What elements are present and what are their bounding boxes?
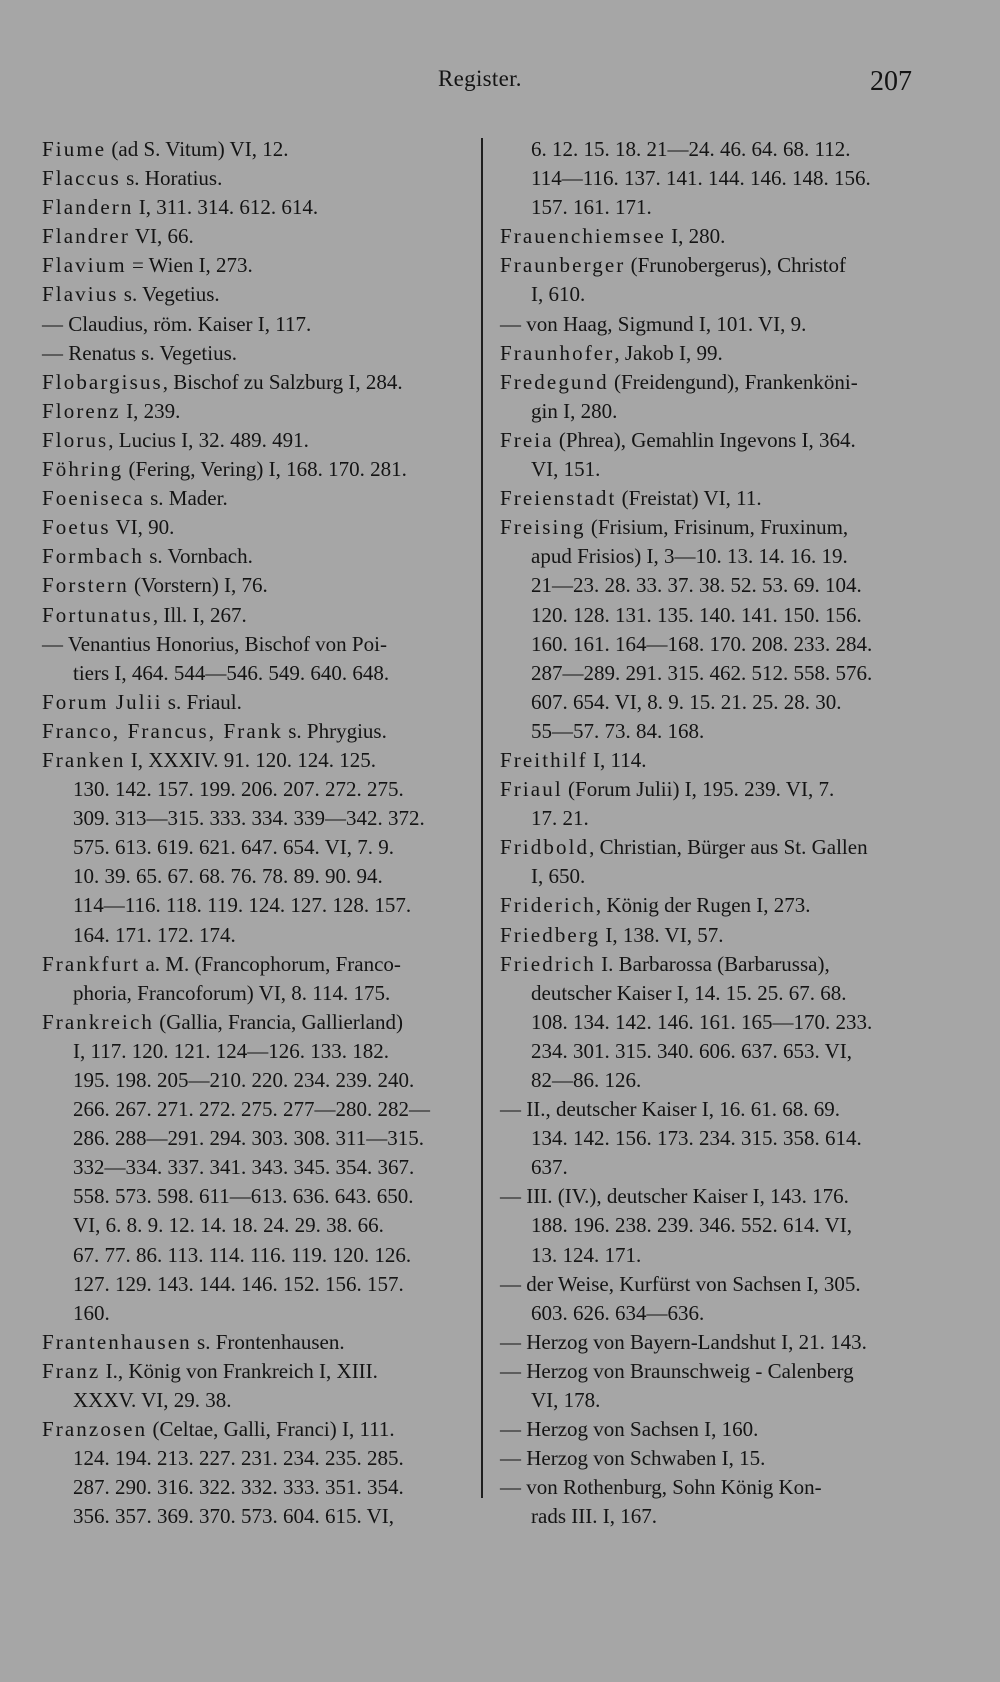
index-line [42, 339, 462, 368]
index-line [42, 1444, 462, 1473]
index-line [42, 1357, 462, 1386]
index-text: 21—23. 28. 33. 37. 38. 52. 53. 69. 104. [531, 573, 862, 598]
page-number: 207 [870, 66, 912, 97]
index-line [42, 775, 462, 804]
index-text: 287—289. 291. 315. 462. 512. 558. 576. [531, 660, 873, 685]
index-text: 195. 198. 205—210. 220. 234. 239. 240. [73, 1068, 415, 1092]
index-text: — Renatus s. Vegetius. [42, 340, 238, 365]
index-line [42, 280, 462, 309]
index-text: I, 138. VI, 57. [600, 922, 724, 947]
index-line [500, 833, 925, 862]
index-headword: Frankfurt [42, 951, 141, 976]
index-line [42, 1386, 462, 1415]
index-line [500, 397, 925, 426]
index-text: 108. 134. 142. 146. 161. 165—170. 233. [531, 1009, 873, 1034]
index-text: (Vorstern) I, 76. [128, 573, 268, 598]
index-line [500, 630, 925, 659]
index-text: (Celtae, Galli, Franci) I, 111. [147, 1417, 395, 1442]
index-text: I, 311. 314. 612. 614. [133, 195, 319, 220]
index-line [500, 804, 925, 833]
index-line [500, 135, 925, 164]
index-headword: Forstern [42, 573, 129, 598]
index-line [500, 1415, 925, 1444]
index-text: VI, 6. 8. 9. 12. 14. 18. 24. 29. 38. 66. [73, 1213, 384, 1238]
index-headword: Fredegund [500, 369, 609, 394]
index-headword: Freising [500, 515, 586, 540]
index-text: I, 610. [531, 282, 586, 307]
index-text: rads III. I, 167. [531, 1504, 657, 1529]
index-text: — III. (IV.), deutscher Kaiser I, 143. 176. [500, 1184, 849, 1209]
index-headword: Friedrich [500, 951, 596, 976]
index-text: (Freistat) VI, 11. [616, 486, 762, 511]
index-line [500, 1270, 925, 1299]
index-headword: Formbach [42, 544, 144, 569]
index-line [500, 775, 925, 804]
index-headword: Fraunberger [500, 253, 626, 278]
index-text: = Wien I, 273. [126, 253, 253, 278]
index-text: s. Phrygius. [283, 718, 387, 743]
index-line [42, 1211, 462, 1240]
index-headword: Foetus [42, 515, 111, 540]
index-headword: Flobargisus [42, 369, 163, 394]
index-headword: Florenz [42, 398, 121, 423]
index-headword: Franz [42, 1358, 101, 1383]
index-line [500, 1299, 925, 1328]
index-line [500, 1095, 925, 1124]
index-line [500, 426, 925, 455]
index-text: — Herzog von Sachsen I, 160. [500, 1417, 759, 1442]
index-text: 637. [531, 1155, 568, 1180]
index-line [42, 717, 462, 746]
index-line [42, 1182, 462, 1211]
index-headword: Frankreich [42, 1009, 154, 1034]
index-text: 130. 142. 157. 199. 206. 207. 272. 275. [73, 777, 404, 802]
index-text: I, 280. [665, 224, 726, 249]
index-line [500, 1328, 925, 1357]
index-headword: Flaccus [42, 166, 121, 191]
index-line [500, 193, 925, 222]
index-line [42, 251, 462, 280]
index-headword: Franken [42, 747, 126, 772]
index-line [500, 1241, 925, 1270]
index-line [500, 310, 925, 339]
index-text: 55—57. 73. 84. 168. [531, 718, 705, 743]
index-line [42, 804, 462, 833]
index-text: 188. 196. 238. 239. 346. 552. 614. VI, [531, 1213, 853, 1238]
index-line [500, 891, 925, 920]
index-line [42, 1502, 462, 1531]
index-line [500, 542, 925, 571]
index-text: I. Barbarossa (Barbarussa), [595, 951, 830, 976]
index-text: VI, 90. [110, 515, 175, 540]
index-line [42, 542, 462, 571]
index-text: s. Horatius. [120, 166, 223, 191]
index-text: 558. 573. 598. 611—613. 636. 643. 650. [73, 1184, 414, 1209]
index-text: tiers I, 464. 544—546. 549. 640. 648. [73, 660, 390, 685]
index-line [500, 222, 925, 251]
running-head: Register. [438, 66, 522, 91]
index-line [42, 891, 462, 920]
index-line [500, 601, 925, 630]
index-line [42, 1095, 462, 1124]
index-text: 127. 129. 143. 144. 146. 152. 156. 157. [73, 1271, 404, 1296]
index-line [42, 950, 462, 979]
index-text: I, 239. [120, 398, 181, 423]
index-line [500, 950, 925, 979]
index-text: — Herzog von Bayern-Landshut I, 21. 143. [500, 1329, 867, 1354]
index-text: 6. 12. 15. 18. 21—24. 46. 64. 68. 112. [531, 137, 851, 161]
index-text: phoria, Francoforum) VI, 8. 114. 175. [73, 980, 391, 1005]
index-text: , König der Rugen I, 273. [595, 893, 811, 918]
index-line [42, 426, 462, 455]
index-line [42, 397, 462, 426]
index-text: 160. [73, 1300, 110, 1325]
index-column-left [42, 135, 462, 1532]
index-text: 134. 142. 156. 173. 234. 315. 358. 614. [531, 1126, 862, 1151]
index-headword: Flandrer [42, 224, 130, 249]
index-text: 266. 267. 271. 272. 275. 277—280. 282— [73, 1097, 430, 1122]
index-line [42, 1241, 462, 1270]
index-line [42, 862, 462, 891]
index-headword: Foeniseca [42, 486, 145, 511]
index-line [500, 1066, 925, 1095]
index-text: VI, 151. [531, 457, 601, 482]
index-text: — von Haag, Sigmund I, 101. VI, 9. [500, 311, 807, 336]
index-text: , Bischof zu Salzburg I, 284. [162, 369, 403, 394]
index-text: s. Friaul. [162, 689, 242, 714]
index-text: 603. 626. 634—636. [531, 1300, 705, 1325]
index-headword: Friaul [500, 777, 563, 802]
index-text: s. Vegetius. [118, 282, 220, 307]
index-text: 124. 194. 213. 227. 231. 234. 235. 285. [73, 1446, 404, 1471]
index-text: I, 117. 120. 121. 124—126. 133. 182. [73, 1038, 389, 1063]
index-text: 120. 128. 131. 135. 140. 141. 150. 156. [531, 602, 862, 627]
index-text: I, XXXIV. 91. 120. 124. 125. [125, 747, 376, 772]
index-line [500, 746, 925, 775]
index-text: s. Mader. [144, 486, 228, 511]
index-line [42, 1008, 462, 1037]
index-text: , Jakob I, 99. [614, 340, 723, 365]
index-text: (ad S. Vitum) VI, 12. [106, 137, 289, 161]
index-line [500, 455, 925, 484]
index-line [500, 1124, 925, 1153]
column-divider [481, 138, 483, 1498]
index-text: — II., deutscher Kaiser I, 16. 61. 68. 69. [500, 1097, 840, 1122]
index-text: VI, 66. [129, 224, 194, 249]
index-text: 575. 613. 619. 621. 647. 654. VI, 7. 9. [73, 835, 395, 860]
index-headword: Franzosen [42, 1417, 148, 1442]
index-text: 607. 654. VI, 8. 9. 15. 21. 25. 28. 30. [531, 689, 842, 714]
index-text: (Gallia, Francia, Gallierland) [153, 1009, 403, 1034]
index-text: 67. 77. 86. 113. 114. 116. 119. 120. 126. [73, 1242, 412, 1267]
index-line [42, 310, 462, 339]
index-text: apud Frisios) I, 3—10. 13. 14. 16. 19. [531, 544, 848, 569]
index-line [42, 513, 462, 542]
index-text: 332—334. 337. 341. 343. 345. 354. 367. [73, 1155, 415, 1180]
index-line [42, 979, 462, 1008]
index-text: VI, 178. [531, 1388, 601, 1413]
index-text: , Ill. I, 267. [152, 602, 247, 627]
index-line [42, 1066, 462, 1095]
index-text: , Christian, Bürger aus St. Gallen [589, 835, 868, 860]
index-line [42, 833, 462, 862]
index-text: XXXV. VI, 29. 38. [73, 1388, 232, 1413]
index-headword: Föhring [42, 457, 124, 482]
index-text: (Freidengund), Frankenköni- [608, 369, 858, 394]
index-line [42, 1415, 462, 1444]
index-text: 234. 301. 315. 340. 606. 637. 653. VI, [531, 1038, 853, 1063]
index-line [500, 1037, 925, 1066]
index-headword: Forum Julii [42, 689, 163, 714]
index-text: (Frunobergerus), Christof [625, 253, 847, 278]
index-line [500, 1357, 925, 1386]
index-line [42, 368, 462, 397]
index-text: 287. 290. 316. 322. 332. 333. 351. 354. [73, 1475, 404, 1500]
index-line [42, 746, 462, 775]
index-headword: Fortunatus [42, 602, 153, 627]
index-text: s. Frontenhausen. [191, 1329, 345, 1354]
index-headword: Frauenchiemsee [500, 224, 666, 249]
index-line [500, 484, 925, 513]
index-line [500, 368, 925, 397]
index-line [500, 659, 925, 688]
index-text: 114—116. 137. 141. 144. 146. 148. 156. [531, 166, 871, 191]
index-column-right [500, 135, 925, 1532]
index-headword: Flavius [42, 282, 119, 307]
index-headword: Fiume [42, 137, 107, 161]
index-headword: Freia [500, 427, 554, 452]
index-line [500, 1386, 925, 1415]
index-headword: Flavium [42, 253, 127, 278]
index-text: 114—116. 118. 119. 124. 127. 128. 157. [73, 893, 412, 918]
index-text: — Venantius Honorius, Bischof von Poi- [42, 631, 387, 656]
index-line [42, 921, 462, 950]
index-text: 164. 171. 172. 174. [73, 922, 236, 947]
index-line [42, 1153, 462, 1182]
index-line [42, 630, 462, 659]
index-line [42, 601, 462, 630]
index-line [500, 979, 925, 1008]
index-text: 82—86. 126. [531, 1068, 642, 1092]
index-line [500, 862, 925, 891]
index-line [42, 164, 462, 193]
index-text: 286. 288—291. 294. 303. 308. 311—315. [73, 1126, 424, 1151]
index-text: 10. 39. 65. 67. 68. 76. 78. 89. 90. 94. [73, 864, 383, 889]
index-text: deutscher Kaiser I, 14. 15. 25. 67. 68. [531, 980, 847, 1005]
index-line [500, 164, 925, 193]
index-line [500, 717, 925, 746]
index-text: s. Vornbach. [143, 544, 253, 569]
index-line [42, 193, 462, 222]
index-line [42, 484, 462, 513]
index-line [500, 1502, 925, 1531]
index-line [42, 135, 462, 164]
index-line [42, 688, 462, 717]
index-headword: Fraunhofer [500, 340, 615, 365]
index-text: — von Rothenburg, Sohn König Kon- [500, 1475, 822, 1500]
index-line [42, 1270, 462, 1299]
index-line [500, 1473, 925, 1502]
index-line [500, 688, 925, 717]
index-text: 13. 124. 171. [531, 1242, 642, 1267]
index-text: (Phrea), Gemahlin Ingevons I, 364. [553, 427, 856, 452]
index-line [42, 1299, 462, 1328]
index-line [42, 1124, 462, 1153]
index-line [500, 571, 925, 600]
index-text: 157. 161. 171. [531, 195, 652, 220]
index-line [500, 1008, 925, 1037]
index-headword: Friedberg [500, 922, 601, 947]
index-line [42, 571, 462, 600]
index-headword: Friderich [500, 893, 596, 918]
index-line [500, 1211, 925, 1240]
index-text: , Lucius I, 32. 489. 491. [108, 427, 309, 452]
index-line [500, 339, 925, 368]
index-line [42, 1328, 462, 1357]
index-line [500, 921, 925, 950]
index-line [42, 1473, 462, 1502]
index-line [42, 659, 462, 688]
index-text: — Claudius, röm. Kaiser I, 117. [42, 311, 312, 336]
index-text: I, 650. [531, 864, 586, 889]
index-text: (Forum Julii) I, 195. 239. VI, 7. [562, 777, 835, 802]
index-text: 17. 21. [531, 806, 589, 831]
index-line [500, 1182, 925, 1211]
index-text: gin I, 280. [531, 398, 618, 423]
index-headword: Fridbold [500, 835, 590, 860]
index-line [500, 251, 925, 280]
index-text: I., König von Frankreich I, XIII. [100, 1358, 378, 1383]
index-line [500, 1444, 925, 1473]
index-text: — Herzog von Schwaben I, 15. [500, 1446, 766, 1471]
index-line [500, 280, 925, 309]
index-text: I, 114. [587, 747, 647, 772]
index-text: (Fering, Vering) I, 168. 170. 281. [123, 457, 407, 482]
index-text: 309. 313—315. 333. 334. 339—342. 372. [73, 806, 425, 831]
index-headword: Florus [42, 427, 109, 452]
index-line [42, 455, 462, 484]
index-headword: Franco, Francus, Frank [42, 718, 283, 743]
index-text: (Frisium, Frisinum, Fruxinum, [585, 515, 849, 540]
index-headword: Flandern [42, 195, 134, 220]
index-text: — der Weise, Kurfürst von Sachsen I, 305. [500, 1271, 861, 1296]
index-text: 160. 161. 164—168. 170. 208. 233. 284. [531, 631, 873, 656]
index-line [42, 1037, 462, 1066]
index-line [500, 513, 925, 542]
index-headword: Freithilf [500, 747, 588, 772]
index-headword: Frantenhausen [42, 1329, 192, 1354]
index-text: 356. 357. 369. 370. 573. 604. 615. VI, [73, 1504, 395, 1529]
index-headword: Freienstadt [500, 486, 617, 511]
index-line [42, 222, 462, 251]
index-text: — Herzog von Braunschweig - Calenberg [500, 1358, 854, 1383]
index-text: a. M. (Francophorum, Franco- [140, 951, 401, 976]
index-line [500, 1153, 925, 1182]
